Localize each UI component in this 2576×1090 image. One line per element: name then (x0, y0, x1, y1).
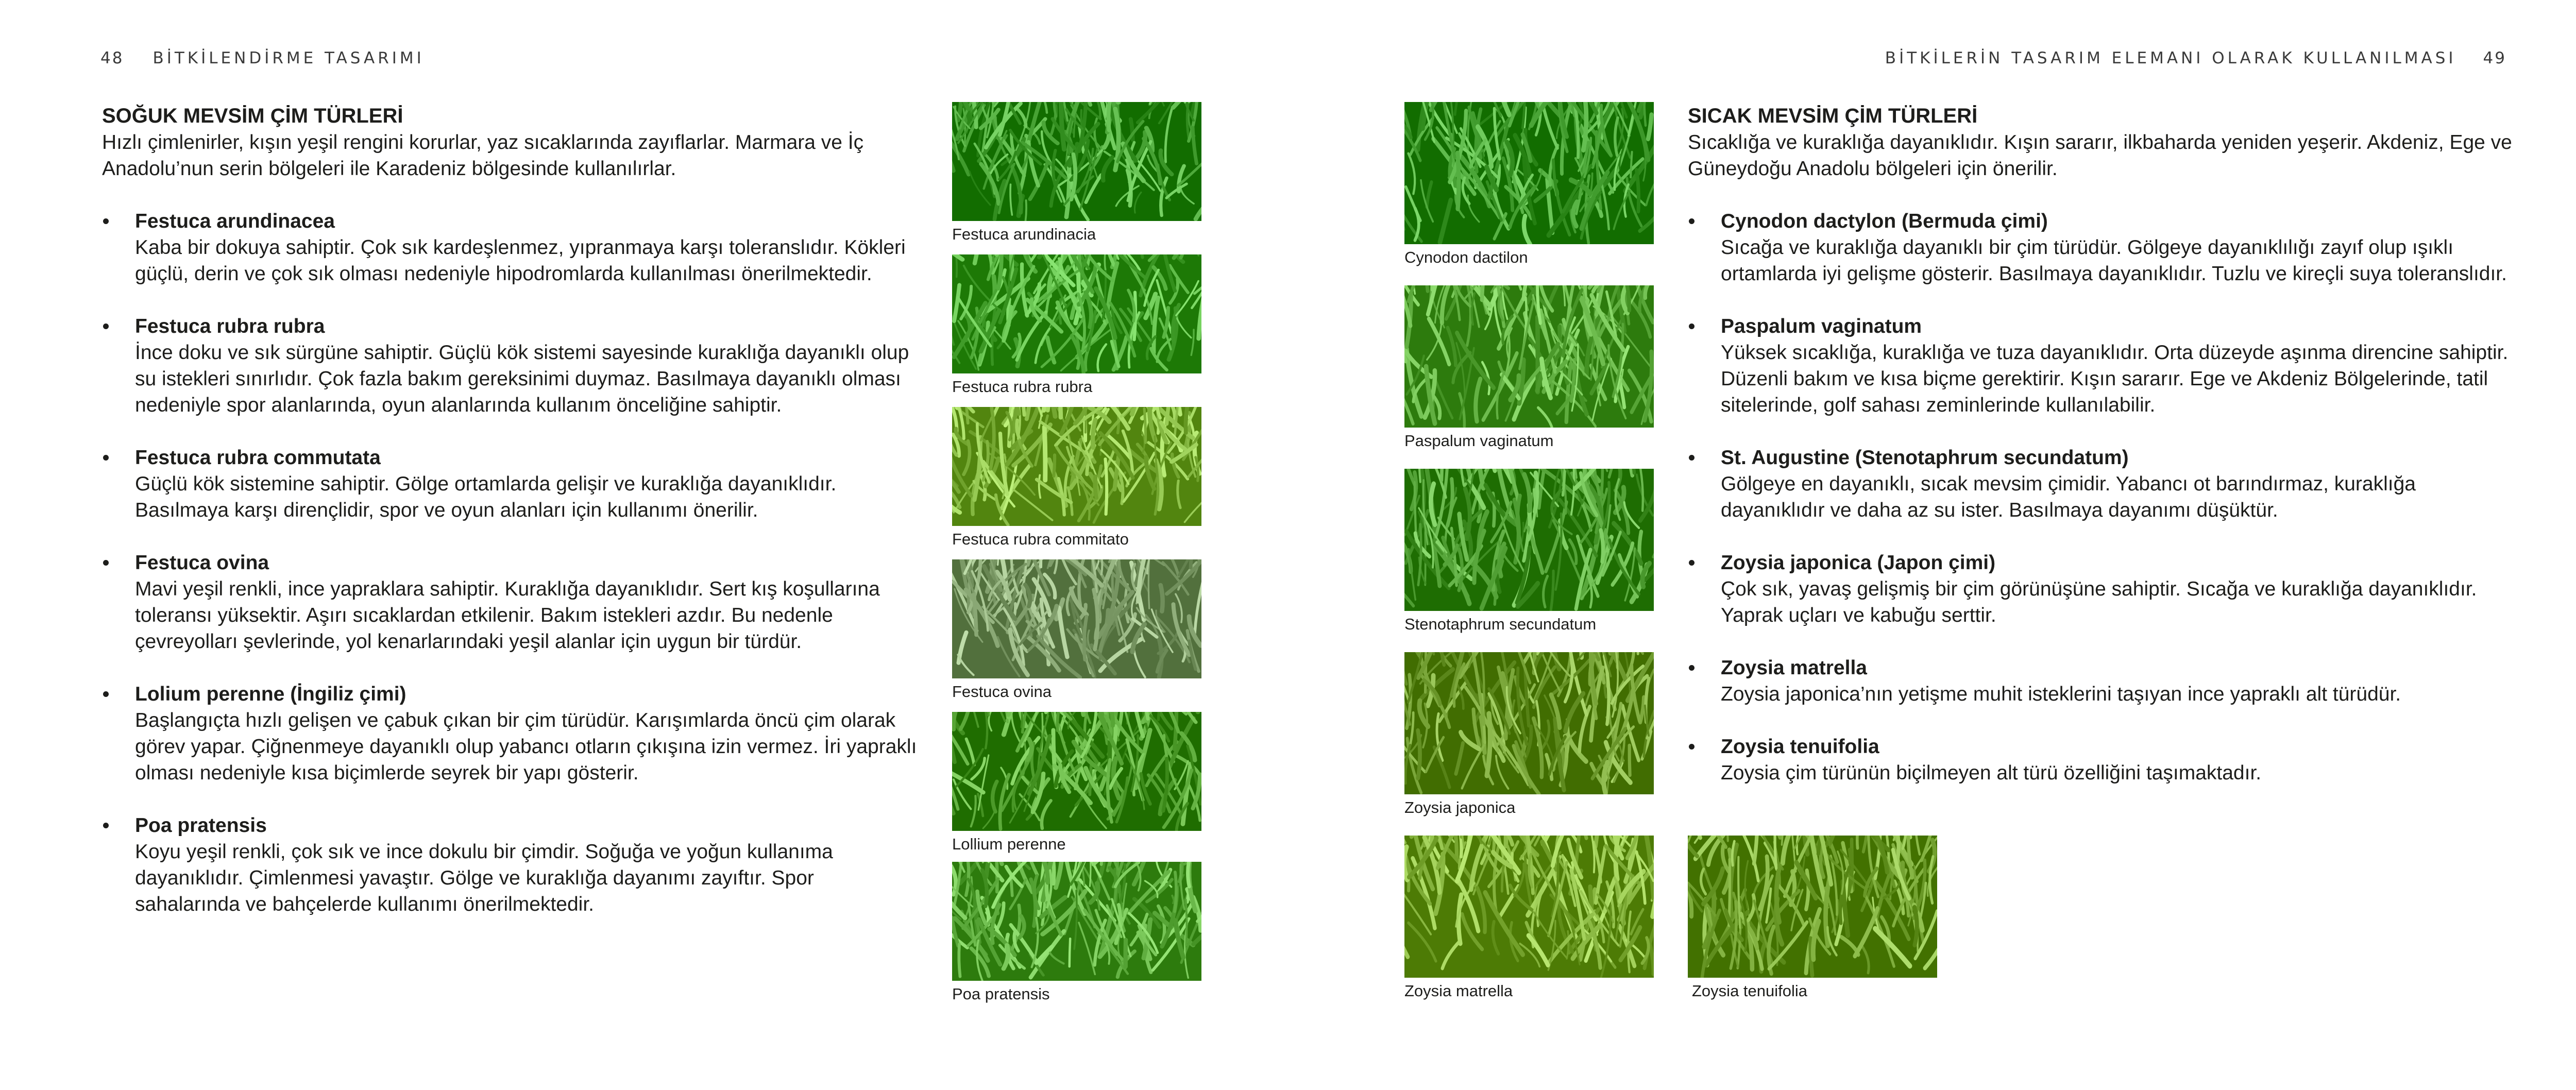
page-number-right: 49 (2483, 49, 2506, 67)
section-title-warm-season: SICAK MEVSİM ÇİM TÜRLERİ (1688, 105, 1978, 127)
bullet-icon (1689, 323, 1694, 329)
page-number-left: 48 (100, 49, 124, 67)
left-text-column (102, 103, 921, 944)
grass-photo-icon (952, 862, 1201, 981)
species-list-warm-season (1688, 208, 2512, 786)
right-text-column (1688, 103, 2512, 812)
photo-figure (1688, 836, 1937, 1000)
species-item (1688, 445, 2512, 523)
grass-photo-icon (952, 712, 1201, 831)
species-description: Zoysia çim türünün biçilmeyen alt türü özelliğini taşımaktadır. (1721, 762, 2262, 784)
photo-caption: Zoysia japonica (1404, 798, 1516, 816)
species-item (1688, 550, 2512, 628)
grass-photo-icon (1404, 836, 1654, 978)
photo-figure (952, 407, 1201, 549)
species-name: Cynodon dactylon (Bermuda çimi) (1721, 210, 2048, 232)
photo-figure (952, 102, 1201, 244)
photo-figure (952, 254, 1201, 396)
species-description: Gölgeye en dayanıklı, sıcak mevsim çimidir. Yabancı ot barındırmaz, kuraklığa dayanıklıdır ve daha az su ister. Basılmaya dayanımı düşüktür. (1721, 473, 2416, 521)
species-description: Çok sık, yavaş gelişmiş bir çim görünüşüne sahiptir. Sıcağa ve kuraklığa dayanıklıdır. Yaprak uçları ve kabuğu serttir. (1721, 578, 2477, 626)
species-item (102, 313, 921, 418)
photo-figure (1404, 836, 1654, 1000)
grass-photo-icon (1404, 652, 1654, 794)
photo-caption: Festuca ovina (952, 683, 1052, 701)
species-list-cool-season (102, 208, 921, 917)
photo-caption: Zoysia matrella (1404, 982, 1513, 1000)
running-head-left-title: BİTKİLENDİRME TASARIMI (152, 49, 425, 67)
grass-photo-icon (952, 102, 1201, 221)
photo-caption: Cynodon dactilon (1404, 248, 1528, 266)
bullet-icon (1689, 560, 1694, 566)
section-intro-cool-season: Hızlı çimlenirler, kışın yeşil rengini korurlar, yaz sıcaklarında zayıflarlar. Marmara ve İç Anadolu’nun serin bölgeleri ile Karadeniz bölgesinde kullanılırlar. (102, 131, 864, 180)
species-item (1688, 313, 2512, 418)
species-description: Güçlü kök sistemine sahiptir. Gölge ortamlarda gelişir ve kuraklığa dayanıklıdır. Basılmaya karşı dirençlidir, spor ve oyun alanları için kullanımı önerilir. (135, 473, 837, 521)
species-name: Paspalum vaginatum (1721, 315, 1922, 337)
bullet-icon (1689, 455, 1694, 461)
grass-photo-icon (952, 254, 1201, 373)
species-item (102, 208, 921, 287)
bullet-icon (1689, 218, 1694, 224)
photo-caption: Poa pratensis (952, 985, 1050, 1003)
species-name: Zoysia tenuifolia (1721, 736, 1879, 758)
species-item (1688, 208, 2512, 287)
species-description: Kaba bir dokuya sahiptir. Çok sık kardeşlenmez, yıpranmaya karşı toleranslıdır. Kökleri güçlü, derin ve çok sık olması nedeniyle hipodromlarda kullanılması önerilmektedir. (135, 236, 906, 285)
photo-caption: Paspalum vaginatum (1404, 432, 1554, 450)
running-head-right-title: BİTKİLERİN TASARIM ELEMANI OLARAK KULLANILMASI (1885, 49, 2456, 67)
grass-photo-icon (952, 559, 1201, 678)
photo-figure (1404, 285, 1654, 450)
species-name: Festuca ovina (135, 552, 269, 574)
species-name: Festuca arundinacea (135, 210, 335, 232)
grass-photo-icon (952, 407, 1201, 526)
photo-figure (1404, 652, 1654, 817)
species-name: Zoysia japonica (Japon çimi) (1721, 552, 1996, 574)
bullet-icon (103, 455, 109, 461)
species-description: Koyu yeşil renkli, çok sık ve ince dokulu bir çimdir. Soğuğa ve yoğun kullanıma dayanıklıdır. Çimlenmesi yavaştır. Gölge ve kuraklığa dayanımı zayıftır. Spor sahalarında ve bahçelerde kullanımı önerilmektedir. (135, 841, 833, 915)
bullet-icon (103, 560, 109, 566)
photo-caption: Stenotaphrum secundatum (1404, 615, 1597, 633)
bullet-icon (103, 823, 109, 828)
photo-caption: Zoysia tenuifolia (1692, 982, 1808, 1000)
bullet-icon (103, 691, 109, 697)
photo-figure (952, 712, 1201, 854)
species-description: Başlangıçta hızlı gelişen ve çabuk çıkan bir çim türüdür. Karışımlarda öncü çim olarak görev yapar. Çiğnenmeye dayanıklı olup yabancı otların çıkışına izin vermez. İri yapraklı olması nedeniyle kısa biçimlerde seyrek bir yapı gösterir. (135, 709, 917, 784)
species-name: Zoysia matrella (1721, 657, 1867, 679)
photo-caption: Lollium perenne (952, 835, 1066, 853)
photo-figure (1404, 469, 1654, 634)
bullet-icon (1689, 665, 1694, 671)
section-intro-warm-season: Sıcaklığa ve kuraklığa dayanıklıdır. Kışın sararır, ilkbaharda yeniden yeşerir. Akdeniz, Ege ve Güneydoğu Anadolu bölgeleri için önerilir. (1688, 131, 2512, 180)
species-description: Zoysia japonica’nın yetişme muhit isteklerini taşıyan ince yapraklı alt türüdür. (1721, 683, 2401, 705)
species-description: İnce doku ve sık sürgüne sahiptir. Güçlü kök sistemi sayesinde kuraklığa dayanıklı olup su istekleri sınırlıdır. Çok fazla bakım gereksinimi duymaz. Basılmaya dayanıklı olması nedeniyle spor alanlarında, oyun alanlarında kullanım önceliğine sahiptir. (135, 342, 909, 416)
grass-photo-icon (1404, 469, 1654, 611)
photo-caption: Festuca rubra rubra (952, 378, 1093, 396)
grass-photo-icon (1404, 102, 1654, 244)
species-item (102, 550, 921, 655)
bullet-icon (103, 323, 109, 329)
photo-caption: Festuca rubra commitato (952, 530, 1129, 548)
photo-figure (1404, 102, 1654, 267)
species-item (102, 812, 921, 917)
photo-figure (952, 559, 1201, 701)
species-item (102, 681, 921, 786)
species-item (1688, 655, 2512, 707)
species-name: Poa pratensis (135, 814, 267, 837)
photo-caption: Festuca arundinacia (952, 225, 1096, 243)
species-description: Sıcağa ve kuraklığa dayanıklı bir çim türüdür. Gölgeye dayanıklılığı zayıf olup ışıklı ortamlarda iyi gelişme gösterir. Basılmaya dayanıklıdır. Tuzlu ve kireçli suya toleranslıdır. (1721, 236, 2507, 285)
bullet-icon (103, 218, 109, 224)
species-item (102, 445, 921, 523)
species-item (1688, 734, 2512, 786)
species-name: St. Augustine (Stenotaphrum secundatum) (1721, 447, 2129, 469)
grass-photo-icon (1404, 285, 1654, 428)
running-head-right (1885, 49, 2506, 67)
section-title-cool-season: SOĞUK MEVSİM ÇİM TÜRLERİ (102, 105, 403, 127)
species-name: Lolium perenne (İngiliz çimi) (135, 683, 406, 705)
bullet-icon (1689, 744, 1694, 750)
running-head-left (100, 49, 425, 67)
species-name: Festuca rubra rubra (135, 315, 325, 337)
grass-photo-icon (1688, 836, 1937, 978)
species-name: Festuca rubra commutata (135, 447, 381, 469)
species-description: Mavi yeşil renkli, ince yapraklara sahiptir. Kuraklığa dayanıklıdır. Sert kış koşullarına toleransı yüksektir. Aşırı sıcaklardan etkilenir. Bakım istekleri azdır. Bu nedenle çevreyolları şevlerinde, yol kenarlarındaki yeşil alanlar için uygun bir türdür. (135, 578, 880, 653)
photo-figure (952, 862, 1201, 1003)
species-description: Yüksek sıcaklığa, kuraklığa ve tuza dayanıklıdır. Orta düzeyde aşınma direncine sahiptir. Düzenli bakım ve kısa biçme gerektirir. Kışın sararır. Ege ve Akdeniz Bölgelerinde, tatil sitelerinde, golf sahası zeminlerinde kullanılabilir. (1721, 342, 2509, 416)
